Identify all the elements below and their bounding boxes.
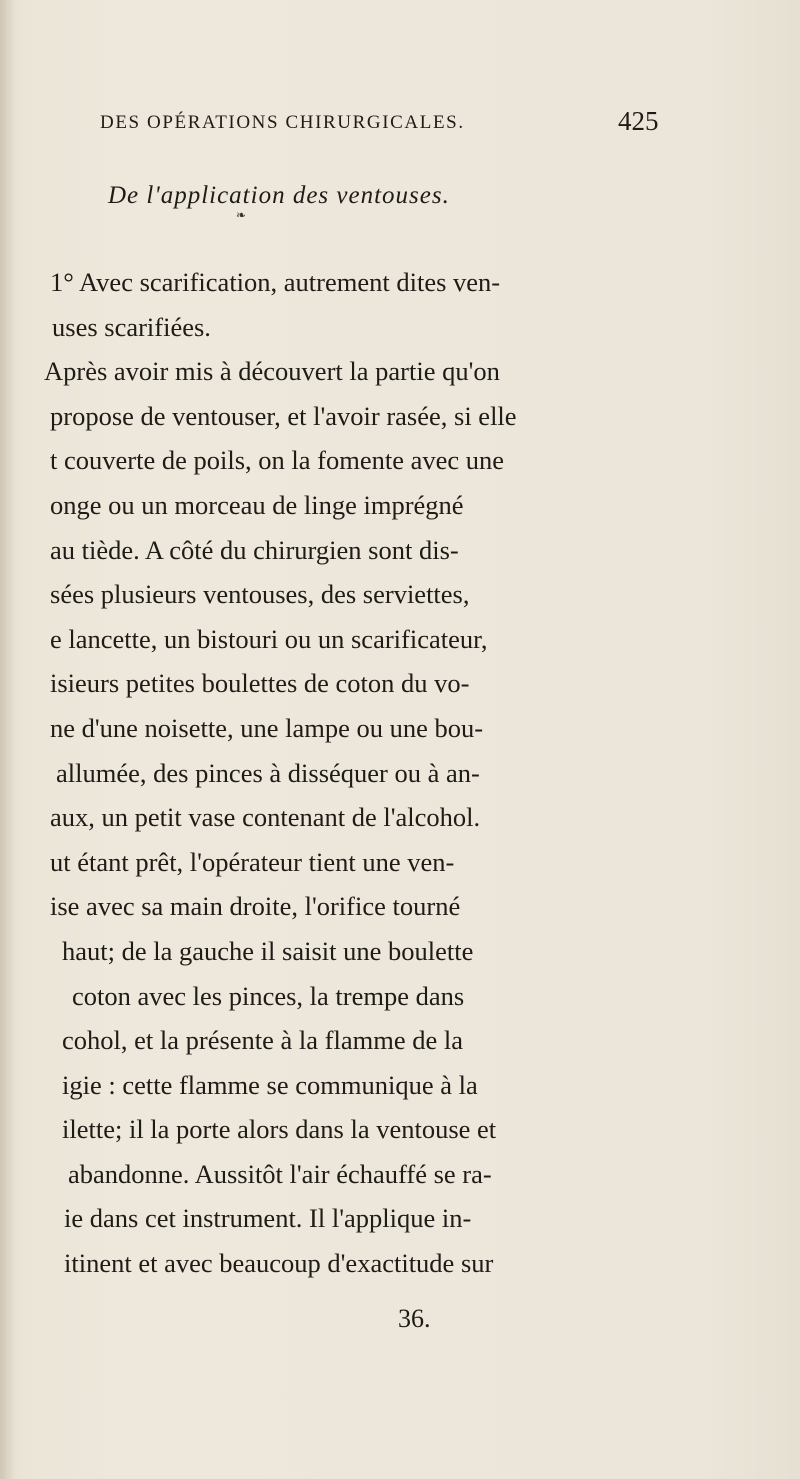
text-line: ut étant prêt, l'opérateur tient une ven- xyxy=(50,846,455,877)
ornament-mark: ❧ xyxy=(236,208,247,222)
body-text xyxy=(30,260,770,1286)
text-line: aux, un petit vase contenant de l'alcohol. xyxy=(50,802,481,833)
text-line: isieurs petites boulettes de coton du vo- xyxy=(50,668,470,699)
text-line: itinent et avec beaucoup d'exactitude sur xyxy=(64,1248,494,1279)
text-line: ie dans cet instrument. Il l'applique in- xyxy=(64,1203,472,1234)
section-title: De l'application des ventouses. xyxy=(108,182,450,209)
text-line: coton avec les pinces, la trempe dans xyxy=(72,980,465,1011)
text-line: propose de ventouser, et l'avoir rasée, si elle xyxy=(50,400,517,431)
text-line: e lancette, un bistouri ou un scarificateur, xyxy=(50,623,488,654)
signature-mark: 36. xyxy=(398,1304,431,1333)
text-line: ne d'une noisette, une lampe ou une bou- xyxy=(50,712,484,743)
text-line: t couverte de poils, on la fomente avec une xyxy=(50,445,505,476)
page-header xyxy=(100,106,700,146)
text-line: 1° Avec scarification, autrement dites ven- xyxy=(50,267,501,297)
page-gutter xyxy=(0,0,14,1479)
text-line: allumée, des pinces à disséquer ou à an- xyxy=(56,757,480,788)
text-line: haut; de la gauche il saisit une boulette xyxy=(62,935,474,966)
page-number: 425 xyxy=(618,106,659,136)
text-line: abandonne. Aussitôt l'air échauffé se ra- xyxy=(68,1158,492,1189)
text-line: cohol, et la présente à la flamme de la xyxy=(62,1025,463,1056)
text-line: au tiède. A côté du chirurgien sont dis- xyxy=(50,534,459,565)
text-line: Après avoir mis à découvert la partie qu'on xyxy=(44,356,500,387)
text-line: onge ou un morceau de linge imprégné xyxy=(50,489,464,520)
text-line: igie : cette flamme se communique à la xyxy=(62,1069,478,1100)
text-line: ise avec sa main droite, l'orifice tourné xyxy=(50,891,461,922)
text-line: sées plusieurs ventouses, des serviettes, xyxy=(50,579,470,610)
running-head: DES OPÉRATIONS CHIRURGICALES. xyxy=(100,112,465,133)
text-line: uses scarifiées. xyxy=(52,311,211,342)
text-line: ilette; il la porte alors dans la ventouse et xyxy=(62,1114,497,1145)
